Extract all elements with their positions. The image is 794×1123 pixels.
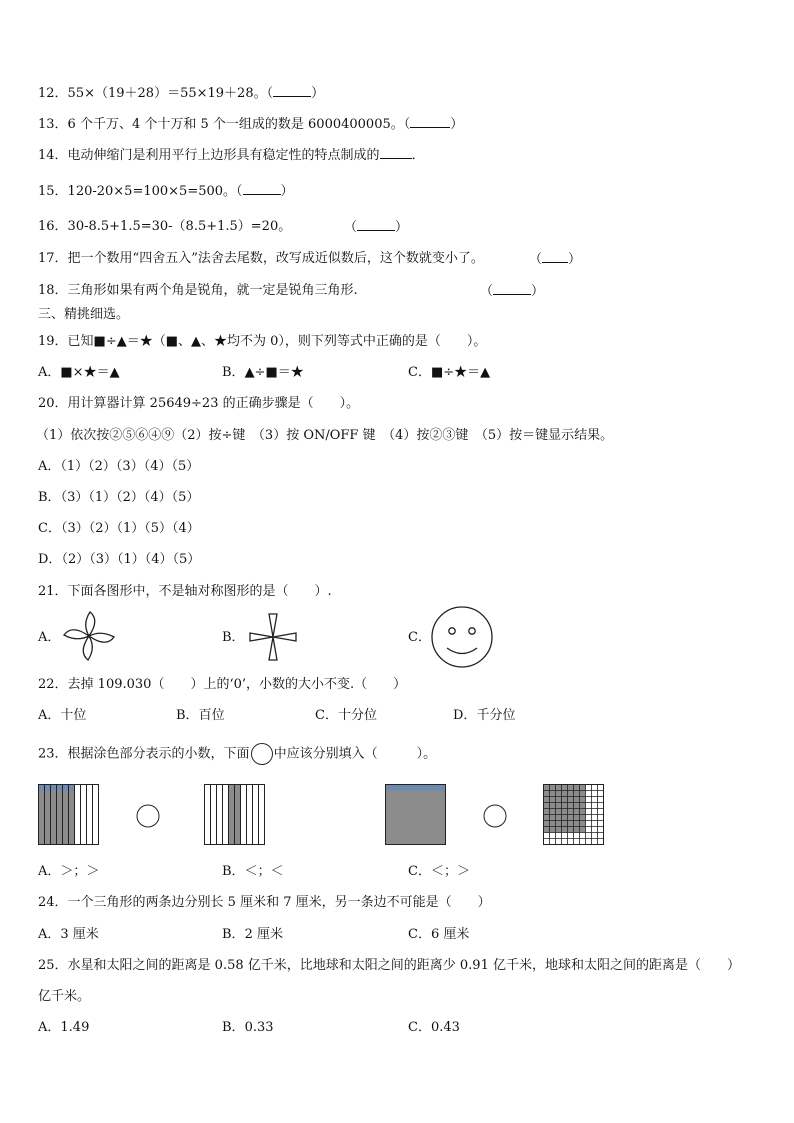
question-15: 15．120-20×5=100×5=500。（ ） [38,184,294,199]
option-b[interactable]: B． [222,630,245,645]
option-c[interactable]: C． [408,630,431,645]
whole-square-figure [385,784,449,846]
option-a[interactable]: A．1.49 [38,1020,90,1035]
option-a[interactable]: A．3 厘米 [38,927,99,942]
answer-blank[interactable] [410,115,450,128]
smiley-face-icon [430,605,494,669]
hundredths-grid-figure [543,784,607,846]
question-14: 14．电动伸缩门是利用平行上边形具有稳定性的特点制成的 ． [38,148,425,163]
question-20: 20．用计算器计算 25649÷23 的正确步骤是（ ）。 [38,396,360,411]
question-17: 17．把一个数用“四舍五入”法舍去尾数，改写成近似数后，这个数就变小了。 [38,251,484,266]
option-d[interactable]: D．（2）（3）（1）（4）（5） [38,552,201,567]
option-a[interactable]: A．（1）（2）（3）（4）（5） [38,459,200,474]
answer-blank[interactable] [273,84,311,97]
compare-circle-icon[interactable] [136,804,160,828]
tenths-figure-left [38,784,102,846]
question-23: 23．根据涂色部分表示的小数，下面 中应该分别填入（ ）。 [38,743,436,765]
answer-blank[interactable] [542,250,568,263]
answer-blank[interactable] [493,282,531,295]
option-c[interactable]: C．＜；＞ [408,864,470,879]
answer-blank[interactable] [380,146,412,159]
answer-blank[interactable] [357,218,395,231]
option-c[interactable]: C．十分位 [315,708,377,723]
question-19: 19．已知■÷▲＝★（■、▲、★均不为 0），则下列等式中正确的是（ ）。 [38,334,487,349]
question-22: 22．去掉 109.030（ ）上的‘0’，小数的大小不变.（ ） [38,677,407,692]
option-a[interactable]: A．十位 [38,708,87,723]
question-16: 16．30-8.5+1.5=30-（8.5+1.5）=20。 [38,219,292,234]
option-b[interactable]: B．＜；＜ [222,864,284,879]
option-a[interactable]: A．＞；＞ [38,864,100,879]
question-24: 24．一个三角形的两条边分别长 5 厘米和 7 厘米，另一条边不可能是（ ） [38,895,491,910]
compare-circle-icon[interactable] [483,804,507,828]
question-17-answer: （ ） [529,252,582,267]
answer-blank[interactable] [243,182,281,195]
cross-arrows-icon [244,608,302,666]
option-c[interactable]: C．0.43 [408,1020,460,1035]
option-d[interactable]: D．千分位 [453,708,516,723]
question-21: 21．下面各图形中，不是轴对称图形的是（ ）. [38,584,332,599]
question-18-answer: （ ） [480,284,545,299]
question-18: 18．三角形如果有两个角是锐角，就一定是锐角三角形. [38,283,358,298]
option-a[interactable]: A．■×★＝▲ [38,365,120,380]
option-b[interactable]: B．2 厘米 [222,927,283,942]
option-b[interactable]: B．百位 [176,708,225,723]
question-16-answer: （ ） [344,220,409,235]
option-b[interactable]: B．（3）（1）（2）（4）（5） [38,490,200,505]
section-heading: 三、精挑细选。 [38,307,130,322]
pinwheel-icon [60,608,118,664]
option-c[interactable]: C．■÷★＝▲ [408,365,491,380]
option-a[interactable]: A． [38,630,61,645]
circle-blank-icon [251,743,273,765]
option-c[interactable]: C．（3）（2）（1）（5）（4） [38,521,200,536]
tenths-figure-right [204,784,268,846]
option-b[interactable]: B．▲÷■＝★ [222,365,304,380]
option-b[interactable]: B．0.33 [222,1020,274,1035]
question-25-continued: 亿千米。 [38,989,91,1004]
option-c[interactable]: C．6 厘米 [408,927,470,942]
question-20-steps: （1）依次按②⑤⑥④⑨（2）按÷键 （3）按 ON/OFF 键 （4）按②③键 （5）按＝键显示结果。 [36,428,614,443]
question-12: 12．55×（19＋28）＝55×19＋28。（ ） [38,86,325,101]
question-13: 13．6 个千万、4 个十万和 5 个一组成的数是 6000400005。（ ） [38,117,464,132]
question-25: 25．水星和太阳之间的距离是 0.58 亿千米，比地球和太阳之间的距离少 0.91 亿千米，地球和太阳之间的距离是（ ） [38,958,740,973]
